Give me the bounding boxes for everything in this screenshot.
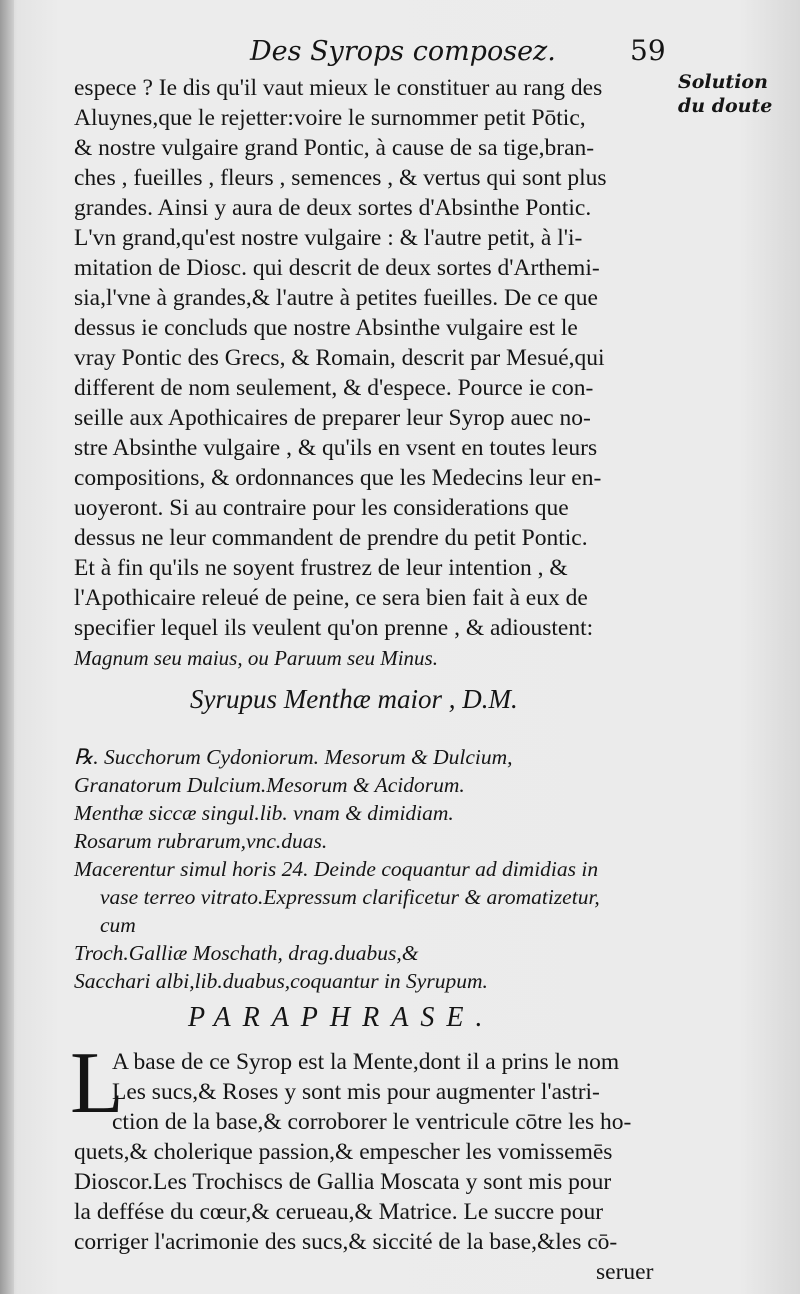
body-line: Et à fin qu'ils ne soyent frustrez de leur intention , & [74, 555, 568, 581]
body-line: different de nom seulement, & d'espece. Pource ie con- [74, 375, 594, 401]
recipe-line: Granatorum Dulcium.Mesorum & Acidorum. [74, 773, 465, 797]
drop-cap: L [70, 1035, 124, 1132]
paraphrase-line: Les sucs,& Roses y sont mis pour augmenter l'astri- [112, 1079, 600, 1105]
body-line: stre Absinthe vulgaire , & qu'ils en vsent en toutes leurs [74, 435, 598, 461]
body-line: dessus ie concluds que nostre Absinthe vulgaire est le [74, 315, 578, 341]
body-line: seille aux Apothicaires de preparer leur Syrop auec no- [74, 405, 591, 431]
margin-note-line: Solution [678, 71, 768, 93]
body-line: vray Pontic des Grecs, & Romain, descrit par Mesué,qui [74, 345, 605, 371]
body-line: uoyeront. Si au contraire pour les considerations que [74, 495, 569, 521]
body-line: sia,l'vne à grandes,& l'autre à petites fueilles. De ce que [74, 285, 598, 311]
recipe-line: ℞. Succhorum Cydoniorum. Mesorum & Dulcium, [74, 745, 513, 769]
paraphrase-title: PARAPHRASE. [188, 1002, 495, 1033]
book-spine-shadow [0, 0, 14, 1294]
body-line: specifier lequel ils veulent qu'on prenne , & adioustent: [74, 615, 594, 641]
recipe-line: cum [100, 913, 136, 937]
body-line: ches , fueilles , fleurs , semences , & vertus qui sont plus [74, 165, 607, 191]
paraphrase-line: quets,& cholerique passion,& empescher les vomissemēs [74, 1139, 613, 1165]
page-number: 59 [630, 34, 666, 67]
margin-note-line: du doute [678, 95, 773, 117]
catchword: seruer [596, 1259, 654, 1285]
margin-note [678, 70, 788, 118]
paraphrase-line: ction de la base,& corroborer le ventricule cōtre les ho- [112, 1109, 632, 1135]
body-line: L'vn grand,qu'est nostre vulgaire : & l'autre petit, à l'i- [74, 225, 583, 251]
recipe-line: Menthæ siccæ singul.lib. vnam & dimidiam. [74, 801, 454, 825]
recipe-line: vase terreo vitrato.Expressum clarificetur & aromatizetur, [100, 885, 600, 909]
body-line-latin: Magnum seu maius, ou Paruum seu Minus. [74, 646, 438, 670]
header-title: Des Syrops composez. [250, 36, 556, 67]
body-line: Aluynes,que le rejetter:voire le surnommer petit Pōtic, [74, 105, 586, 131]
paraphrase-line: A base de ce Syrop est la Mente,dont il a prins le nom [112, 1049, 620, 1075]
recipe-line: Rosarum rubrarum,vnc.duas. [74, 829, 328, 853]
body-line: compositions, & ordonnances que les Medecins leur en- [74, 465, 602, 491]
body-line: l'Apothicaire releué de peine, ce sera bien fait à eux de [74, 585, 588, 611]
recipe-heading: Syrupus Menthæ maior , D.M. [190, 684, 518, 714]
paraphrase-line: Dioscor.Les Trochiscs de Gallia Moscata y sont mis pour [74, 1169, 612, 1195]
recipe-line: Sacchari albi,lib.duabus,coquantur in Syrupum. [74, 969, 488, 993]
recipe-line: Troch.Galliæ Moschath, drag.duabus,& [74, 941, 419, 965]
body-line: mitation de Diosc. qui descrit de deux sortes d'Arthemi- [74, 255, 600, 281]
paraphrase-line: corriger l'acrimonie des sucs,& siccité de la base,&les cō- [74, 1229, 618, 1255]
body-line: espece ? Ie dis qu'il vaut mieux le constituer au rang des [74, 75, 603, 101]
body-line: grandes. Ainsi y aura de deux sortes d'Absinthe Pontic. [74, 195, 592, 221]
body-line: dessus ne leur commandent de prendre du petit Pontic. [74, 525, 588, 551]
body-line: & nostre vulgaire grand Pontic, à cause de sa tige,bran- [74, 135, 595, 161]
paraphrase-line: la deffése du cœur,& cerueau,& Matrice. Le succre pour [74, 1199, 604, 1225]
recipe-line: Macerentur simul horis 24. Deinde coquantur ad dimidias in [74, 857, 599, 881]
running-header [250, 36, 670, 67]
